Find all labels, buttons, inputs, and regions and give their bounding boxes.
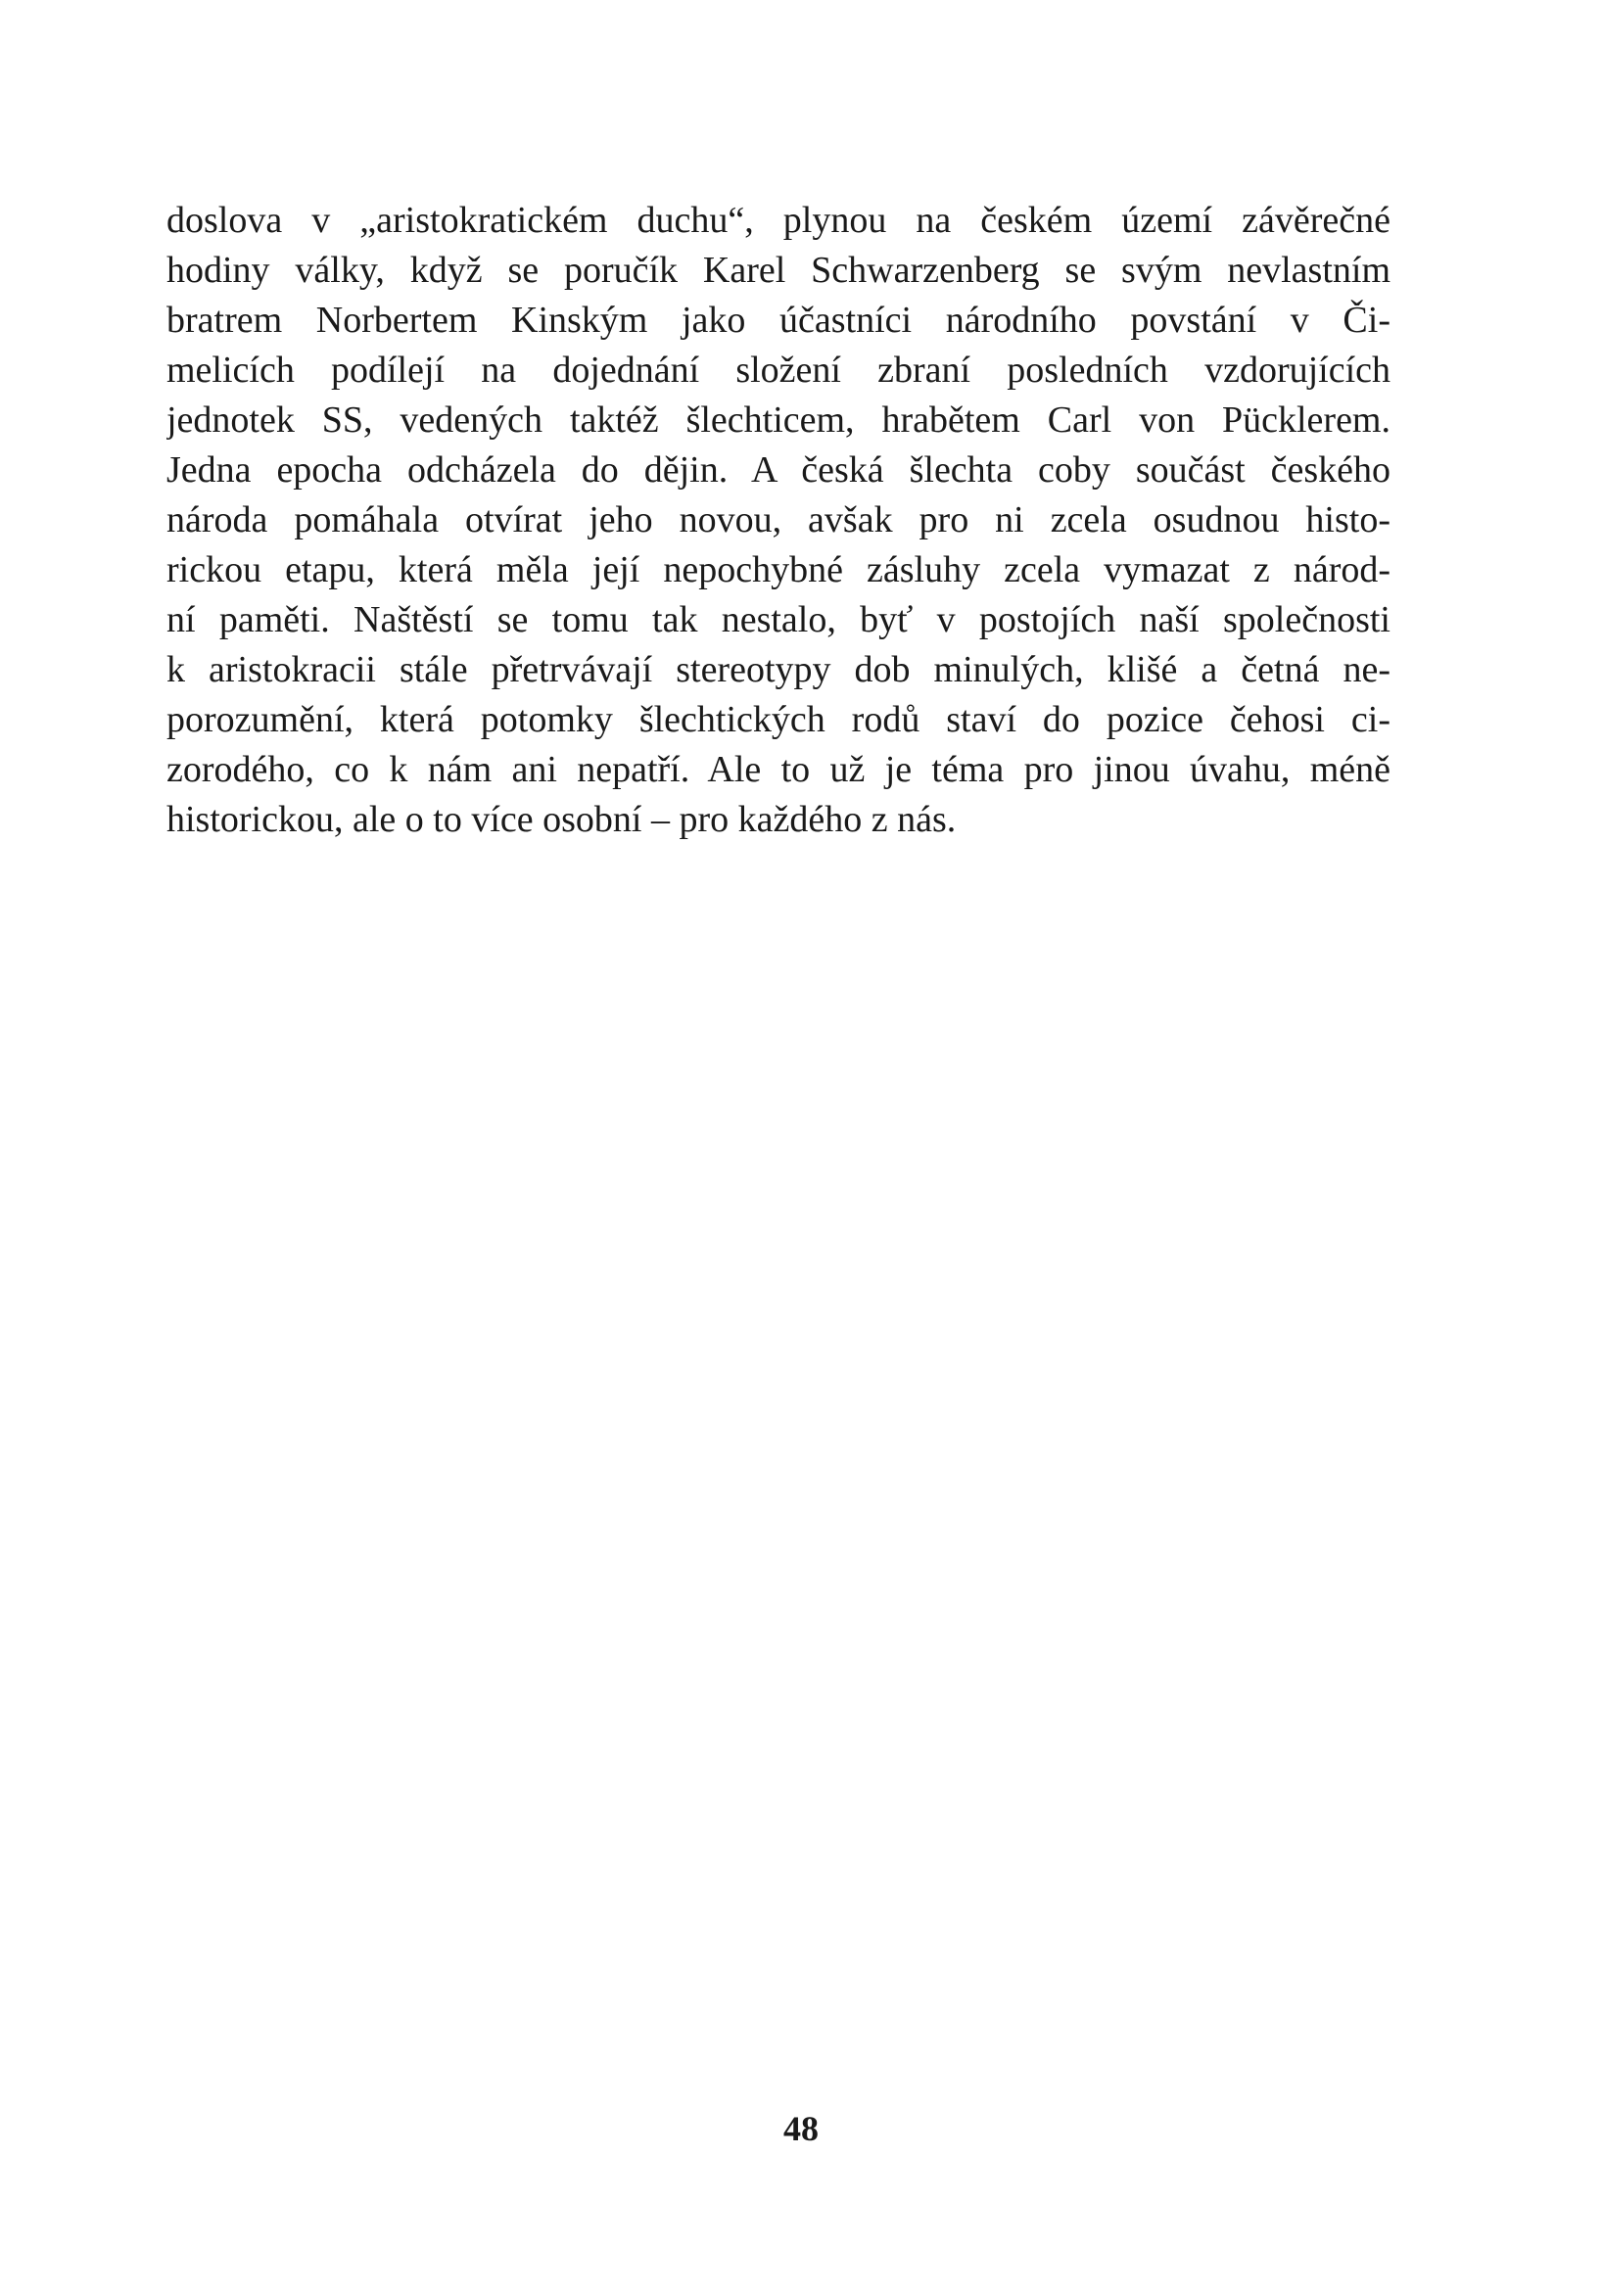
text-line: melicích podílejí na dojednání složení zbraní posledních vzdorujících <box>166 350 1390 391</box>
text-line: historickou, ale o to více osobní – pro každého z nás. <box>166 799 957 840</box>
text-line: ní paměti. Naštěstí se tomu tak nestalo, byť v postojích naší společnosti <box>166 599 1390 640</box>
text-line: Jedna epocha odcházela do dějin. A česká šlechta coby součást českého <box>166 449 1390 491</box>
text-line: národa pomáhala otvírat jeho novou, avšak pro ni zcela osudnou histo- <box>166 499 1390 540</box>
page-number: 48 <box>783 2109 819 2148</box>
body-paragraph <box>166 196 1390 845</box>
text-line: jednotek SS, vedených taktéž šlechticem, hrabětem Carl von Pücklerem. <box>166 399 1390 441</box>
text-line: rickou etapu, která měla její nepochybné zásluhy zcela vymazat z národ- <box>166 549 1390 590</box>
text-line: doslova v „aristokratickém duchu“, plynou na českém území závěrečné <box>166 200 1390 241</box>
text-line: zorodého, co k nám ani nepatří. Ale to už je téma pro jinou úvahu, méně <box>166 749 1390 790</box>
text-line: hodiny války, když se poručík Karel Schwarzenberg se svým nevlastním <box>166 250 1390 291</box>
text-line: k aristokracii stále přetrvávají stereotypy dob minulých, klišé a četná ne- <box>166 649 1390 690</box>
text-line: bratrem Norbertem Kinským jako účastníci národního povstání v Či- <box>166 300 1390 341</box>
text-line: porozumění, která potomky šlechtických rodů staví do pozice čehosi ci- <box>166 699 1390 740</box>
